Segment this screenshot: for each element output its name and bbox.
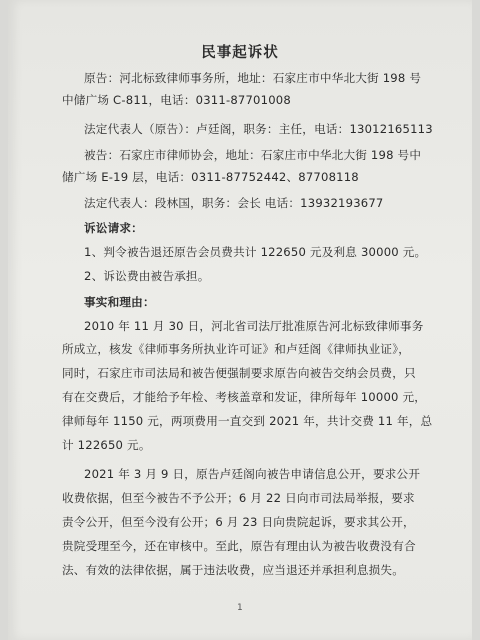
facts-para1-line: 计 122650 元。 (62, 438, 151, 452)
facts-para2-line: 责令公开，但至今没有公开；6 月 23 日向贵院起诉，要求其公开， (62, 515, 415, 529)
facts-para1-line: 同时，石家庄市司法局和被告便强制要求原告向被告交纳会员费，只 (62, 366, 416, 380)
plaintiff-line-1: 原告：河北标致律师事务所，地址：石家庄市中华北大街 198 号 (84, 71, 422, 85)
claim-item-2: 2、诉讼费由被告承担。 (84, 269, 210, 283)
facts-para1-line: 有在交费后，才能给予年检、考核盖章和发证，律所每年 10000 元， (62, 390, 427, 404)
claim-item-1: 1、判令被告退还原告会员费共计 122650 元及利息 30000 元。 (84, 245, 427, 259)
facts-para2-line: 贵院受理至今，还在审核中。至此，原告有理由认为被告收费没有合 (62, 539, 416, 553)
document-title: 民事起诉状 (201, 45, 279, 61)
facts-para2-line: 2021 年 3 月 9 日，原告卢廷阁向被告申请信息公开，要求公开 (84, 467, 421, 481)
defendant-line-1: 被告：石家庄市律师协会，地址：石家庄市中华北大街 198 号中 (84, 148, 422, 162)
document-page (8, 0, 472, 640)
plaintiff-line-2: 中储广场 C-811，电话：0311-87701008 (62, 93, 291, 107)
facts-para2-line: 法、有效的法律依据，属于违法收费，应当退还并承担利息损失。 (62, 563, 405, 577)
plaintiff-representative: 法定代表人（原告）：卢廷阁，职务：主任，电话：13012165113 (84, 122, 433, 136)
facts-para2-line: 收费依据，但至今被告不予公开；6 月 22 日向市司法局举报，要求 (62, 491, 415, 505)
facts-heading: 事实和理由： (84, 295, 155, 309)
claims-heading: 诉讼请求： (84, 221, 143, 235)
facts-para1-line: 2010 年 11 月 30 日，河北省司法厅批准原告河北标致律师事务 (84, 319, 424, 333)
facts-para1-line: 律师每年 1150 元，两项费用一直交到 2021 年，共计交费 11 年，总 (62, 414, 433, 428)
facts-para1-line: 所成立，核发《律师事务所执业许可证》和卢廷阁《律师执业证》， (62, 342, 411, 356)
defendant-line-2: 储广场 E-19 层，电话：0311-87752442、87708118 (62, 170, 359, 184)
defendant-representative: 法定代表人：段林国，职务：会长 电话：13932193677 (84, 196, 384, 210)
page-number: 1 (237, 603, 243, 613)
